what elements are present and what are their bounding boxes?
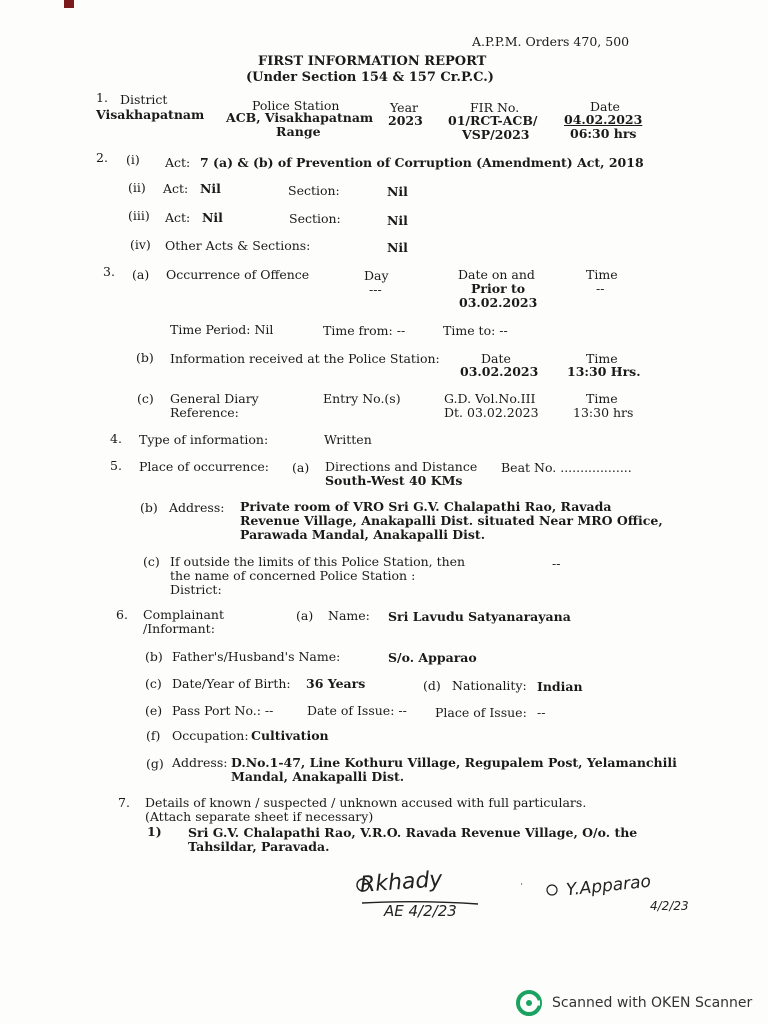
s2-ii-sec-label: Section: [288, 183, 340, 198]
accused-item-num: 1) [147, 824, 162, 839]
complainant-name: Sri Lavudu Satyanarayana [388, 609, 571, 624]
address-line-1: Private room of VRO Sri G.V. Chalapathi Rao, Ravada [240, 499, 612, 514]
s6-f-tag: (f) [146, 728, 161, 743]
s1-num: 1. [96, 90, 108, 105]
scanner-text: Scanned with OKEN Scanner [552, 995, 753, 1011]
gd-time-label: Time [586, 391, 618, 406]
father-label: Father's/Husband's Name: [172, 649, 341, 664]
s3-time-value: -- [596, 281, 605, 296]
gd-date: Dt. 03.02.2023 [444, 405, 539, 420]
s3-date-prior: Prior to [471, 281, 526, 296]
signature-1: Rkhady [359, 867, 444, 898]
outside-limits-3: District: [170, 582, 222, 597]
fir-time: 06:30 hrs [570, 126, 637, 141]
s2-iv-label: Other Acts & Sections: [165, 238, 311, 253]
directions-value: South-West 40 KMs [325, 473, 463, 488]
beat-no: Beat No. .................. [501, 460, 632, 475]
signature-2: Y.Apparao [565, 871, 652, 901]
orders-ref: A.P.P.M. Orders 470, 500 [472, 34, 630, 49]
gd-entry-label: Entry No.(s) [323, 391, 401, 406]
fir-value: 01/RCT-ACB/ [448, 113, 538, 128]
s2-i-tag: (i) [126, 152, 140, 167]
s2-iii-act-label: Act: [165, 210, 191, 225]
signature-1-circle-icon [356, 876, 376, 896]
place-label: Place of occurrence: [139, 459, 269, 474]
s2-ii-act-value: Nil [200, 181, 221, 196]
signature-2-circle-icon [546, 882, 562, 898]
police-station-value: ACB, Visakhapatnam [226, 110, 374, 125]
s3-date-value: 03.02.2023 [459, 295, 538, 310]
page-title: FIRST INFORMATION REPORT [258, 54, 487, 69]
passport-issue-place-value: -- [537, 705, 546, 720]
time-to: Time to: -- [443, 323, 508, 338]
s6-b-tag: (b) [145, 649, 163, 664]
district-value: Visakhapatnam [96, 107, 205, 122]
info-type-label: Type of information: [139, 432, 269, 447]
outside-limits-2: the name of concerned Police Station : [170, 568, 416, 583]
s2-ii-act-label: Act: [163, 181, 189, 196]
s3-b-tag: (b) [136, 350, 154, 365]
dob-value: 36 Years [306, 676, 366, 691]
year-label: Year [390, 100, 418, 115]
s3-a-label: Occurrence of Offence [166, 267, 310, 282]
s3-b-date-label: Date [481, 351, 511, 366]
s6-c-tag: (c) [145, 676, 162, 691]
occupation-value: Cultivation [251, 728, 329, 743]
gd-label-2: Reference: [170, 405, 239, 420]
s3-a-tag: (a) [132, 267, 150, 282]
s2-num: 2. [96, 150, 108, 165]
s3-day-value: --- [369, 282, 382, 297]
passport-issue-date: Date of Issue: -- [307, 703, 407, 718]
district-label: District [120, 92, 168, 107]
informant-label: /Informant: [143, 621, 215, 636]
s5-a-tag: (a) [292, 460, 310, 475]
fir-date: 04.02.2023 [564, 112, 643, 127]
s3-b-label: Information received at the Police Station: [170, 351, 440, 366]
s5-b-tag: (b) [140, 500, 158, 515]
s5-num: 5. [110, 458, 122, 473]
s3-c-tag: (c) [137, 391, 154, 406]
father-name: S/o. Apparao [388, 650, 477, 665]
s3-b-time-label: Time [586, 351, 618, 366]
fir-value-2: VSP/2023 [462, 127, 530, 142]
s3-day-label: Day [364, 268, 389, 283]
nationality-label: Nationality: [452, 678, 527, 693]
nationality-value: Indian [537, 679, 583, 694]
s3-time-label: Time [586, 267, 618, 282]
s2-iii-tag: (iii) [128, 208, 150, 223]
accused-details-1: Details of known / suspected / unknown accused with full particulars. [145, 795, 587, 810]
s5-c-tag: (c) [143, 554, 160, 569]
time-from: Time from: -- [323, 323, 406, 338]
s2-ii-sec-value: Nil [387, 184, 408, 199]
directions-label: Directions and Distance [325, 459, 478, 474]
dob-label: Date/Year of Birth: [172, 676, 291, 691]
gd-time: 13:30 hrs [573, 405, 634, 420]
police-station-label: Police Station [252, 98, 340, 113]
outside-limits-dash: -- [552, 556, 561, 571]
occupation-label: Occupation: [172, 728, 249, 743]
outside-limits-1: If outside the limits of this Police Station, then [170, 554, 466, 569]
complainant-address-2: Mandal, Anakapalli Dist. [231, 769, 405, 784]
accused-line-2: Tahsildar, Paravada. [188, 839, 330, 854]
s6-g-tag: (g) [146, 756, 164, 771]
s3-b-time: 13:30 Hrs. [567, 364, 641, 379]
scanner-logo-icon [516, 990, 542, 1016]
corner-mark [64, 0, 74, 8]
s3-b-date: 03.02.2023 [460, 364, 539, 379]
name-label: Name: [328, 608, 370, 623]
fir-label: FIR No. [470, 100, 520, 115]
s6-e-tag: (e) [145, 703, 163, 718]
page-subtitle: (Under Section 154 & 157 Cr.P.C.) [246, 70, 494, 85]
gd-label: General Diary [170, 391, 259, 406]
address-line-2: Revenue Village, Anakapalli Dist. situated Near MRO Office, [240, 513, 663, 528]
s2-ii-tag: (ii) [128, 180, 146, 195]
info-type-value: Written [324, 432, 372, 447]
s7-num: 7. [118, 795, 130, 810]
accused-details-2: (Attach separate sheet if necessary) [145, 809, 374, 824]
year-value: 2023 [388, 113, 423, 128]
s3-date-label: Date on and [458, 267, 535, 282]
passport-issue-place: Place of Issue: [435, 705, 527, 720]
s6-d-tag: (d) [423, 678, 441, 693]
police-station-range: Range [276, 124, 321, 139]
s2-i-act-value: 7 (a) & (b) of Prevention of Corruption (Amendment) Act, 2018 [200, 155, 644, 170]
scanner-watermark [516, 990, 752, 1016]
time-period: Time Period: Nil [170, 322, 274, 337]
s3-num: 3. [103, 264, 115, 279]
s2-i-act-label: Act: [165, 155, 191, 170]
address-line-3: Parawada Mandal, Anakapalli Dist. [240, 527, 486, 542]
s2-iii-sec-label: Section: [289, 211, 341, 226]
complainant-address-label: Address: [172, 755, 228, 770]
s6-a-tag: (a) [296, 608, 314, 623]
s2-iv-value: Nil [387, 240, 408, 255]
signature-1-role: AE 4/2/23 [384, 902, 457, 920]
passport-no: Pass Port No.: -- [172, 703, 274, 718]
signature-2-dot: · [520, 880, 523, 890]
s2-iv-tag: (iv) [130, 237, 151, 252]
address-label: Address: [169, 500, 225, 515]
s2-iii-act-value: Nil [202, 210, 223, 225]
accused-line-1: Sri G.V. Chalapathi Rao, V.R.O. Ravada Revenue Village, O/o. the [188, 825, 638, 840]
date-label: Date [590, 99, 620, 114]
s2-iii-sec-value: Nil [387, 213, 408, 228]
s6-num: 6. [116, 607, 128, 622]
s4-num: 4. [110, 431, 122, 446]
signature-2-date: 4/2/23 [650, 899, 689, 913]
complainant-label: Complainant [143, 607, 224, 622]
gd-vol: G.D. Vol.No.III [444, 391, 536, 406]
complainant-address-1: D.No.1-47, Line Kothuru Village, Regupalem Post, Yelamanchili [231, 755, 677, 770]
